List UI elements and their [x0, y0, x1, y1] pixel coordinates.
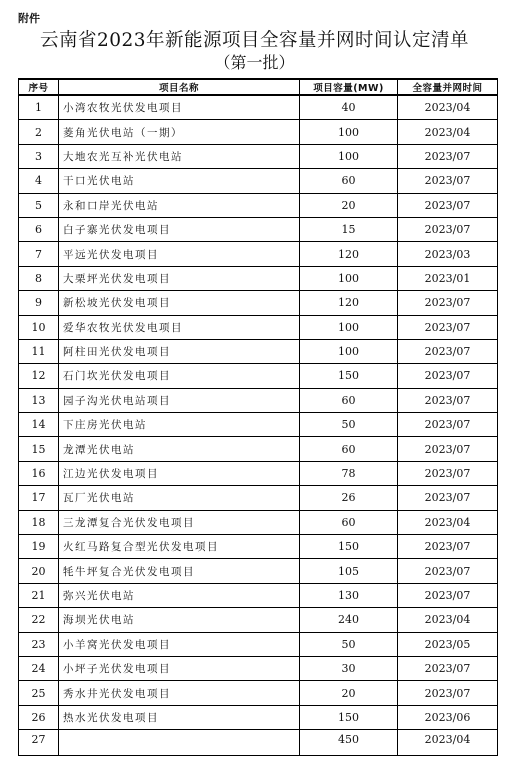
cell-grid-time: 2023/04 [398, 120, 498, 144]
table-row [19, 632, 498, 656]
table-row [19, 266, 498, 290]
cell-grid-time: 2023/07 [398, 681, 498, 705]
cell-project-name: 大地农光互补光伏电站 [59, 144, 300, 168]
document-subtitle: （第一批） [214, 53, 295, 72]
cell-capacity: 26 [300, 486, 398, 510]
cell-project-name: 小湾农牧光伏发电项目 [59, 95, 300, 120]
cell-project-name: 永和口岸光伏电站 [59, 193, 300, 217]
cell-index: 4 [19, 169, 59, 193]
cell-project-name: 平远光伏发电项目 [59, 242, 300, 266]
header-project-name: 项目名称 [59, 79, 300, 95]
cell-capacity: 20 [300, 681, 398, 705]
table-row [19, 193, 498, 217]
table-row [19, 315, 498, 339]
cell-capacity: 20 [300, 193, 398, 217]
cell-project-name: 大栗坪光伏发电项目 [59, 266, 300, 290]
cell-capacity: 240 [300, 608, 398, 632]
cell-project-name: 弥兴光伏电站 [59, 583, 300, 607]
cell-index: 24 [19, 656, 59, 680]
table-row [19, 120, 498, 144]
cell-capacity: 100 [300, 266, 398, 290]
cell-project-name: 秀水井光伏发电项目 [59, 681, 300, 705]
cell-capacity: 60 [300, 388, 398, 412]
cell-capacity: 100 [300, 144, 398, 168]
table-row [19, 217, 498, 241]
cell-capacity: 30 [300, 656, 398, 680]
table-row [19, 242, 498, 266]
cell-capacity: 450 [300, 730, 398, 756]
cell-capacity: 130 [300, 583, 398, 607]
cell-capacity: 120 [300, 242, 398, 266]
table-header-row [19, 79, 498, 95]
table-row [19, 681, 498, 705]
cell-index: 9 [19, 291, 59, 315]
cell-index: 11 [19, 339, 59, 363]
cell-project-name: 爱华农牧光伏发电项目 [59, 315, 300, 339]
cell-project-name: 牦牛坪复合光伏发电项目 [59, 559, 300, 583]
table-row [19, 486, 498, 510]
table-row [19, 656, 498, 680]
cell-capacity: 40 [300, 95, 398, 120]
cell-grid-time: 2023/05 [398, 632, 498, 656]
cell-capacity: 50 [300, 632, 398, 656]
cell-index: 5 [19, 193, 59, 217]
cell-grid-time: 2023/07 [398, 583, 498, 607]
cell-grid-time: 2023/07 [398, 291, 498, 315]
cell-index: 26 [19, 705, 59, 729]
cell-capacity: 100 [300, 339, 398, 363]
cell-grid-time: 2023/01 [398, 266, 498, 290]
cell-index: 17 [19, 486, 59, 510]
table-row [19, 583, 498, 607]
cell-capacity: 60 [300, 510, 398, 534]
cell-grid-time: 2023/04 [398, 730, 498, 756]
cell-index: 20 [19, 559, 59, 583]
cell-grid-time: 2023/04 [398, 608, 498, 632]
cell-grid-time: 2023/07 [398, 461, 498, 485]
cell-project-name: 石门坎光伏发电项目 [59, 364, 300, 388]
cell-capacity: 120 [300, 291, 398, 315]
cell-project-name: 新松坡光伏发电项目 [59, 291, 300, 315]
cell-project-name: 白子寨光伏发电项目 [59, 217, 300, 241]
cell-grid-time: 2023/07 [398, 656, 498, 680]
cell-grid-time: 2023/07 [398, 559, 498, 583]
cell-grid-time: 2023/04 [398, 510, 498, 534]
cell-capacity: 78 [300, 461, 398, 485]
cell-index: 3 [19, 144, 59, 168]
cell-project-name: 三龙潭复合光伏发电项目 [59, 510, 300, 534]
cell-project-name: 菱角光伏电站（一期） [59, 120, 300, 144]
cell-project-name: 海坝光伏电站 [59, 608, 300, 632]
table-row [19, 364, 498, 388]
cell-index: 22 [19, 608, 59, 632]
table-row [19, 608, 498, 632]
cell-capacity: 150 [300, 705, 398, 729]
cell-grid-time: 2023/07 [398, 535, 498, 559]
table-row [19, 413, 498, 437]
table-row [19, 388, 498, 412]
table-row [19, 169, 498, 193]
cell-index: 15 [19, 437, 59, 461]
cell-grid-time: 2023/07 [398, 339, 498, 363]
document-title: 云南省2023年新能源项目全容量并网时间认定清单 [39, 30, 470, 51]
table-row [19, 559, 498, 583]
cell-grid-time: 2023/07 [398, 144, 498, 168]
cell-index: 6 [19, 217, 59, 241]
cell-capacity: 50 [300, 413, 398, 437]
header-capacity: 项目容量(MW) [300, 79, 398, 95]
cell-grid-time: 2023/07 [398, 315, 498, 339]
cell-index: 23 [19, 632, 59, 656]
cell-project-name: 龙潭光伏电站 [59, 437, 300, 461]
cell-capacity: 100 [300, 120, 398, 144]
cell-grid-time: 2023/03 [398, 242, 498, 266]
cell-index: 19 [19, 535, 59, 559]
cell-project-name: 下庄房光伏电站 [59, 413, 300, 437]
cell-index: 27 [19, 730, 59, 756]
cell-index: 10 [19, 315, 59, 339]
cell-grid-time: 2023/07 [398, 413, 498, 437]
cell-capacity: 15 [300, 217, 398, 241]
cell-capacity: 60 [300, 437, 398, 461]
cell-project-name: 热水光伏发电项目 [59, 705, 300, 729]
cell-capacity: 150 [300, 364, 398, 388]
cell-project-name: 火红马路复合型光伏发电项目 [59, 535, 300, 559]
cell-grid-time: 2023/07 [398, 364, 498, 388]
cell-index: 2 [19, 120, 59, 144]
cell-project-name: 小坪子光伏发电项目 [59, 656, 300, 680]
table-row [19, 437, 498, 461]
cell-project-name: 阿柱田光伏发电项目 [59, 339, 300, 363]
header-grid-time: 全容量并网时间 [398, 79, 498, 95]
cell-grid-time: 2023/07 [398, 169, 498, 193]
cell-capacity: 105 [300, 559, 398, 583]
cell-index: 14 [19, 413, 59, 437]
cell-grid-time: 2023/06 [398, 705, 498, 729]
table-row [19, 291, 498, 315]
cell-grid-time: 2023/07 [398, 388, 498, 412]
table-row [19, 705, 498, 729]
cell-index: 1 [19, 95, 59, 120]
cell-index: 25 [19, 681, 59, 705]
cell-index: 18 [19, 510, 59, 534]
table-row [19, 95, 498, 120]
table-row [19, 461, 498, 485]
cell-project-name: 江边光伏发电项目 [59, 461, 300, 485]
cell-project-name: 园子沟光伏电站项目 [59, 388, 300, 412]
cell-project-name [59, 730, 300, 756]
cell-index: 8 [19, 266, 59, 290]
cell-capacity: 60 [300, 169, 398, 193]
project-table [18, 78, 498, 756]
cell-project-name: 干口光伏电站 [59, 169, 300, 193]
cell-grid-time: 2023/07 [398, 486, 498, 510]
cell-project-name: 瓦厂光伏电站 [59, 486, 300, 510]
cell-grid-time: 2023/04 [398, 95, 498, 120]
cell-project-name: 小羊窝光伏发电项目 [59, 632, 300, 656]
cell-capacity: 100 [300, 315, 398, 339]
cell-grid-time: 2023/07 [398, 217, 498, 241]
cell-index: 13 [19, 388, 59, 412]
table-row [19, 510, 498, 534]
cell-index: 21 [19, 583, 59, 607]
cell-index: 12 [19, 364, 59, 388]
cell-capacity: 150 [300, 535, 398, 559]
cell-grid-time: 2023/07 [398, 193, 498, 217]
header-index: 序号 [19, 79, 59, 95]
table-row [19, 144, 498, 168]
table-row [19, 535, 498, 559]
cell-index: 7 [19, 242, 59, 266]
cell-index: 16 [19, 461, 59, 485]
table-row [19, 339, 498, 363]
table-row [19, 730, 498, 756]
cell-grid-time: 2023/07 [398, 437, 498, 461]
annex-label: 附件 [18, 12, 40, 25]
